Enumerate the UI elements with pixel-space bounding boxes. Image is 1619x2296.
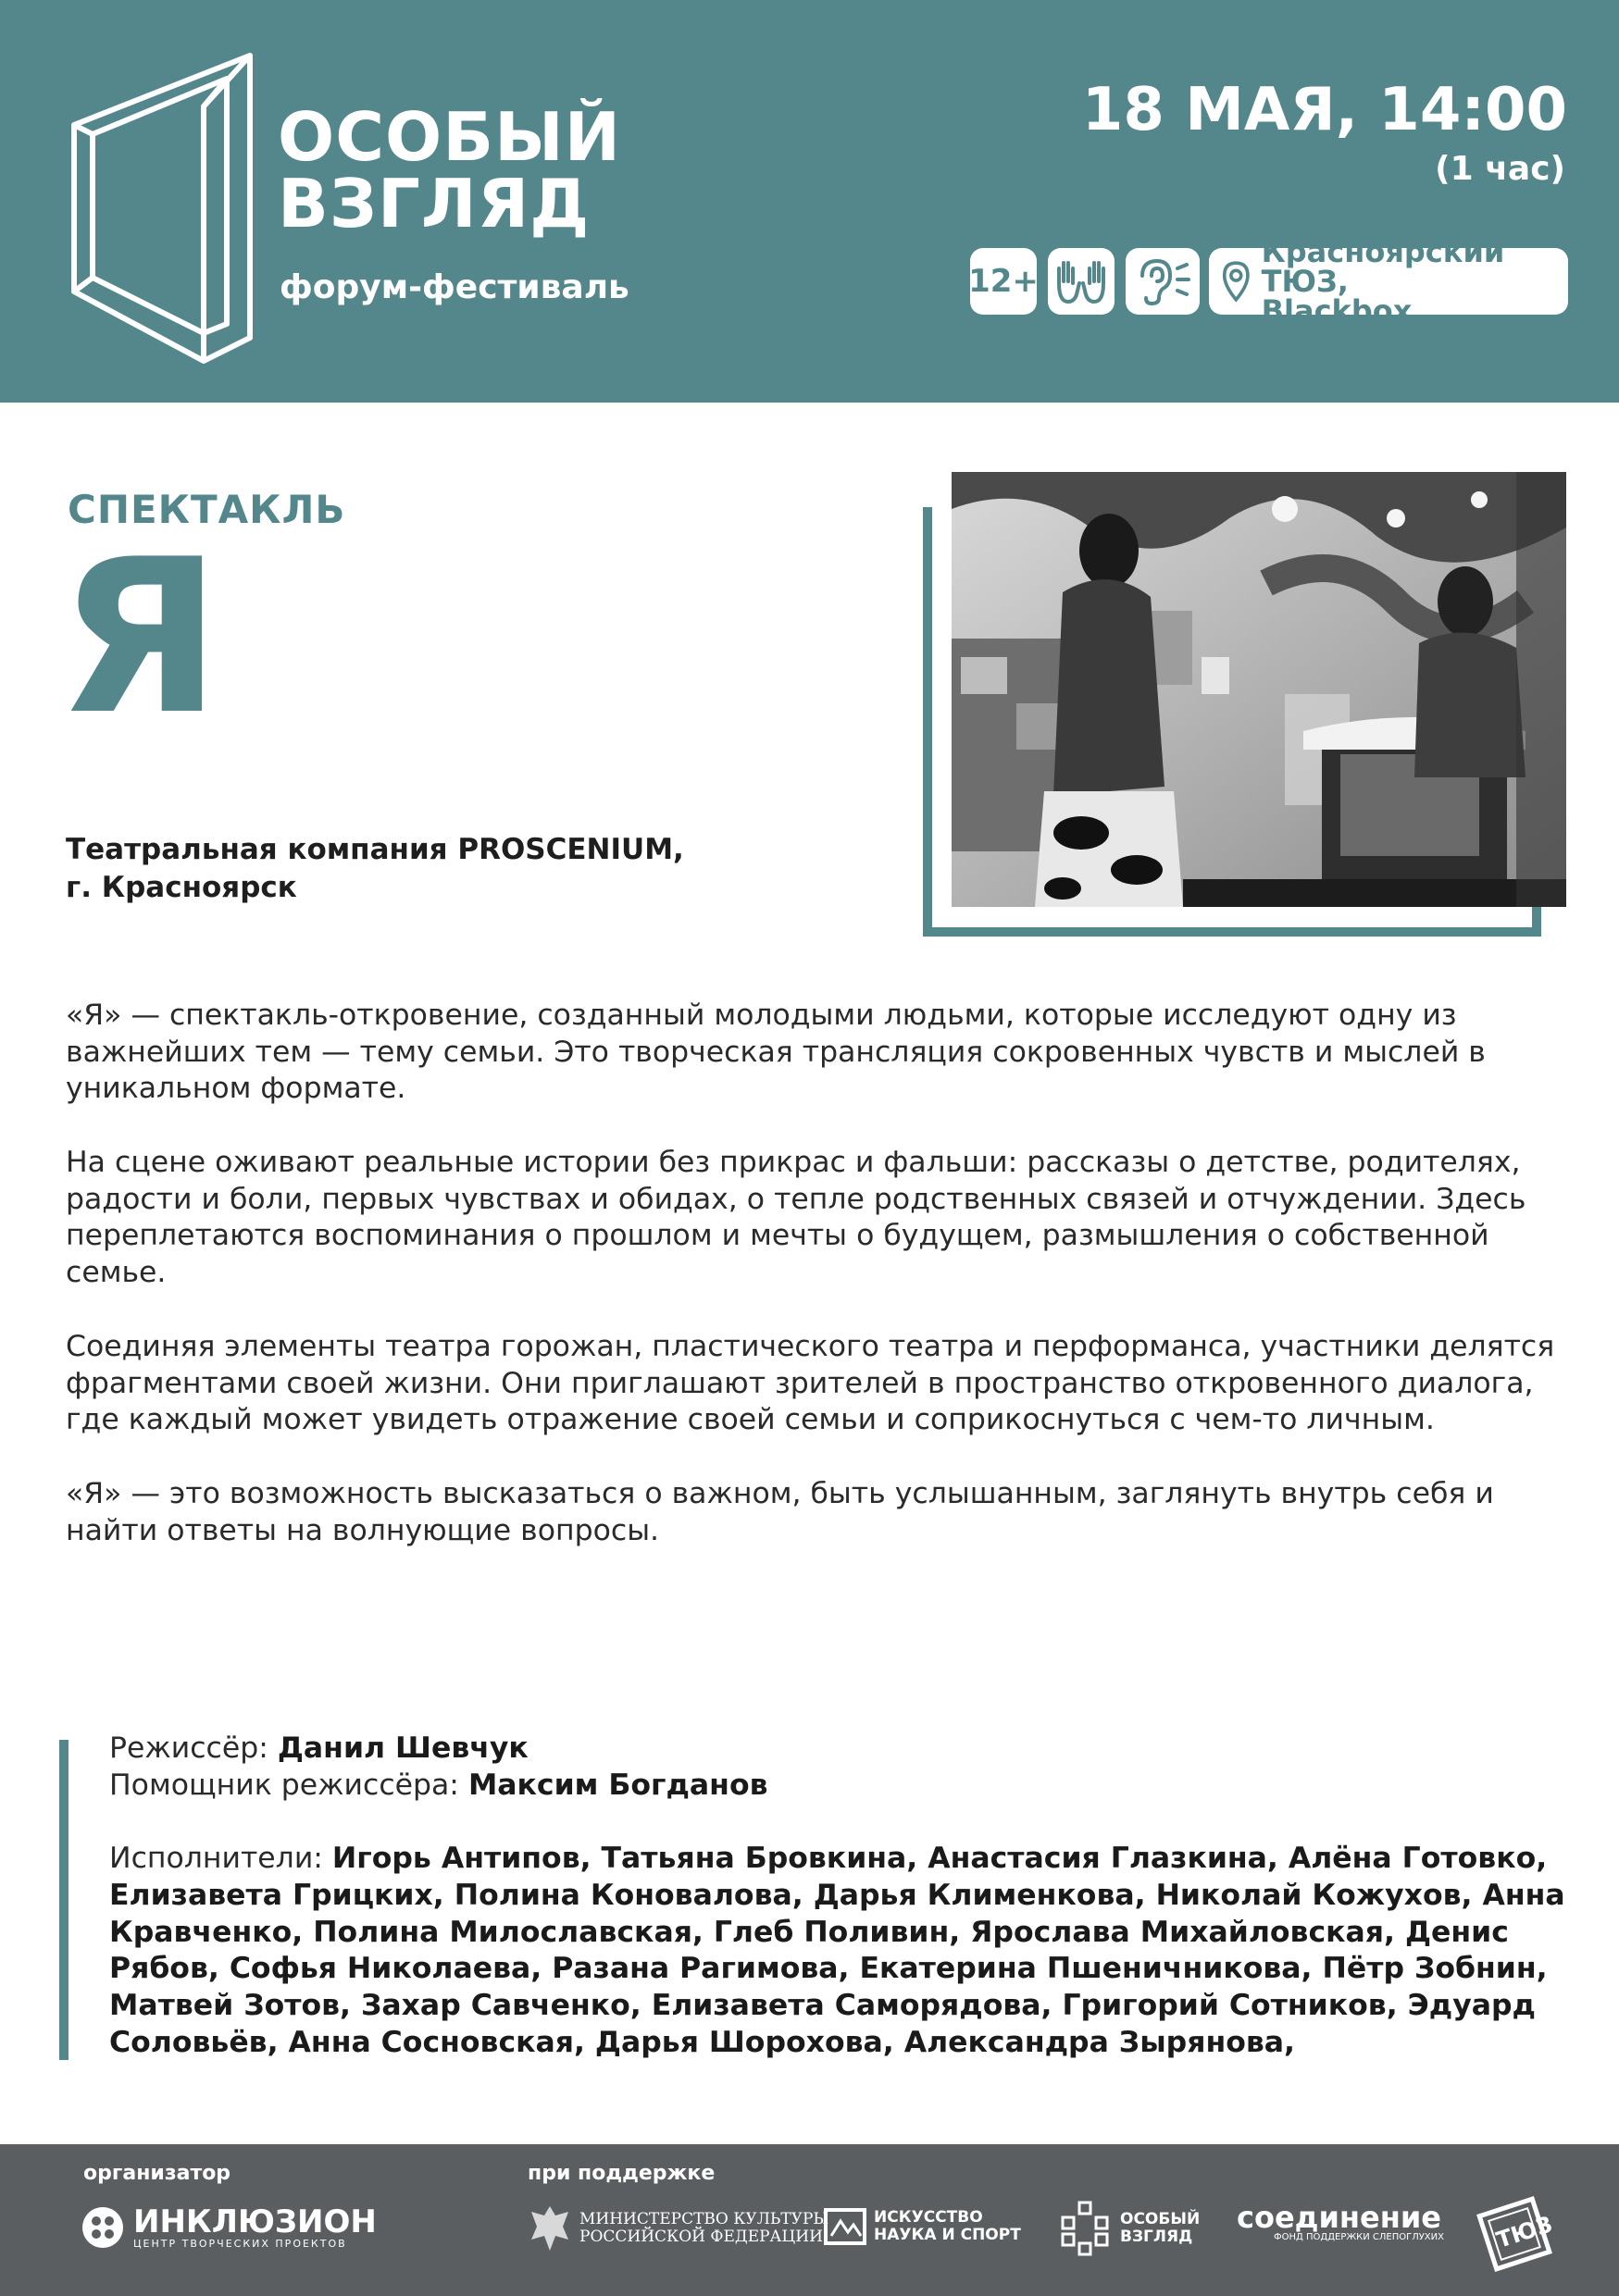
ministry-line2: РОССИЙСКОЙ ФЕДЕРАЦИИ [579,2228,823,2246]
soedinenie-sub: ФОНД ПОДДЕРЖКИ СЛЕПОГЛУХИХ [1274,2232,1444,2242]
festival-title: ОСОБЫЙ ВЗГЛЯД [278,98,621,242]
festival-logo-frame-icon [65,51,268,366]
support-label: при поддержке [528,2162,716,2185]
osoby-vzglyad-logo [1057,2201,1200,2256]
ministry-line1: МИНИСТЕРСТВО КУЛЬТУРЫ [579,2210,829,2229]
credits-accent-bar [59,1740,68,2060]
cast-line [109,1841,1590,2061]
art-science-sport-logo [824,2208,1021,2245]
venue-text: Красноярский ТЮЗ, Blackbox [1261,234,1505,329]
description [66,998,1565,1586]
art-line1: ИСКУССТВО [874,2208,983,2228]
art-science-sport-icon [824,2208,866,2245]
performance-photo [952,472,1566,907]
tyuz-name: ТЮЗ [1493,2211,1556,2253]
inclusion-name: ИНКЛЮЗИОН [133,2203,377,2240]
director-line [109,1731,1590,1768]
description-paragraph: «Я» — это возможность высказаться о важном, быть услышанным, заглянуть внутрь себя и найти ответы на волнующие вопросы. [66,1476,1494,1547]
organizer-label: организатор [83,2162,231,2185]
event-date-time: 18 МАЯ, 14:00 [1081,76,1567,144]
hearing-badge [1126,248,1200,315]
inclusion-emblem-icon [80,2204,126,2251]
event-duration: (1 час) [1435,150,1565,188]
description-paragraph: На сцене оживают реальные истории без прикрас и фальши: рассказы о детстве, родителях, радости и боли, первых чувствах и обидах, о тепле родственных связей и отчуждении. Здесь переплетаются воспоминания о прошлом и мечты о будущем, размышления о собственной семье. [66,1146,1526,1290]
director-name: Данил Шевчук [277,1731,529,1765]
category-label: СПЕКТАКЛЬ [68,487,346,532]
inclusion-logo [80,2204,377,2251]
ministry-logo [528,2203,828,2254]
eagle-emblem-icon [528,2203,572,2254]
soedinenie-name: соединение [1237,2200,1441,2235]
sign-language-hands-icon [1053,255,1109,307]
dots-pattern-icon [1057,2201,1113,2256]
cast-label: Исполнители: [109,1842,332,1876]
location-pin-icon [1222,258,1251,304]
assistant-line [109,1768,1590,1805]
inclusion-sub: ЦЕНТР ТВОРЧЕСКИХ ПРОЕКТОВ [133,2237,347,2250]
description-paragraph: Соединяя элементы театра горожан, пластического театра и перформанса, участники делятся фрагментами своей жизни. Они приглашают зрителей в пространство откровенного диалога, где каждый может увидеть отражение своей семьи и соприкоснуться с чем-то личным. [66,1329,1555,1437]
osoby-line2: ВЗГЛЯД [1120,2228,1193,2246]
age-rating-badge: 12+ [970,248,1037,315]
festival-subtitle: форум-фестиваль [280,268,629,306]
director-label: Режиссёр: [109,1731,278,1765]
osoby-line1: ОСОБЫЙ [1120,2210,1201,2229]
venue-badge [1209,234,1568,329]
company-info: Театральная компания PROSCENIUM, г. Красноярск [66,833,684,904]
assistant-label: Помощник режиссёра: [109,1768,468,1802]
cast-names: Игорь Антипов, Татьяна Бровкина, Анастасия Глазкина, Алёна Готовко, Елизавета Грицких, Полина Коновалова, Дарья Клименкова, Николай Кожухов, Анна Кравченко, Полина Милославская, Глеб Поливин, Ярослава Михайловская, Денис Рябов, Софья Николаева, Разана Рагимова, Екатерина Пшеничникова, Пётр Зобнин, Матвей Зотов, Захар Савченко, Елизавета Саморядова, Григорий Сотников, Эдуард Соловьёв, Анна Сосновская, Дарья Шорохова, Александра Зырянова, [109,1842,1565,2059]
credits [109,1731,1590,2062]
ear-icon [1133,255,1192,307]
sign-language-badge [1048,248,1115,315]
art-line2: НАУКА И СПОРТ [874,2226,1021,2244]
description-paragraph: «Я» — спектакль-откровение, созданный молодыми людьми, которые исследуют одну из важнейших тем — тему семьи. Это творческая трансляция сокровенных чувств и мыслей в уникальном формате. [66,999,1486,1106]
show-title: Я [57,515,222,762]
tyuz-logo [1476,2195,1556,2273]
assistant-name: Максим Богданов [467,1768,768,1802]
soedinenie-logo [1237,2200,1444,2242]
